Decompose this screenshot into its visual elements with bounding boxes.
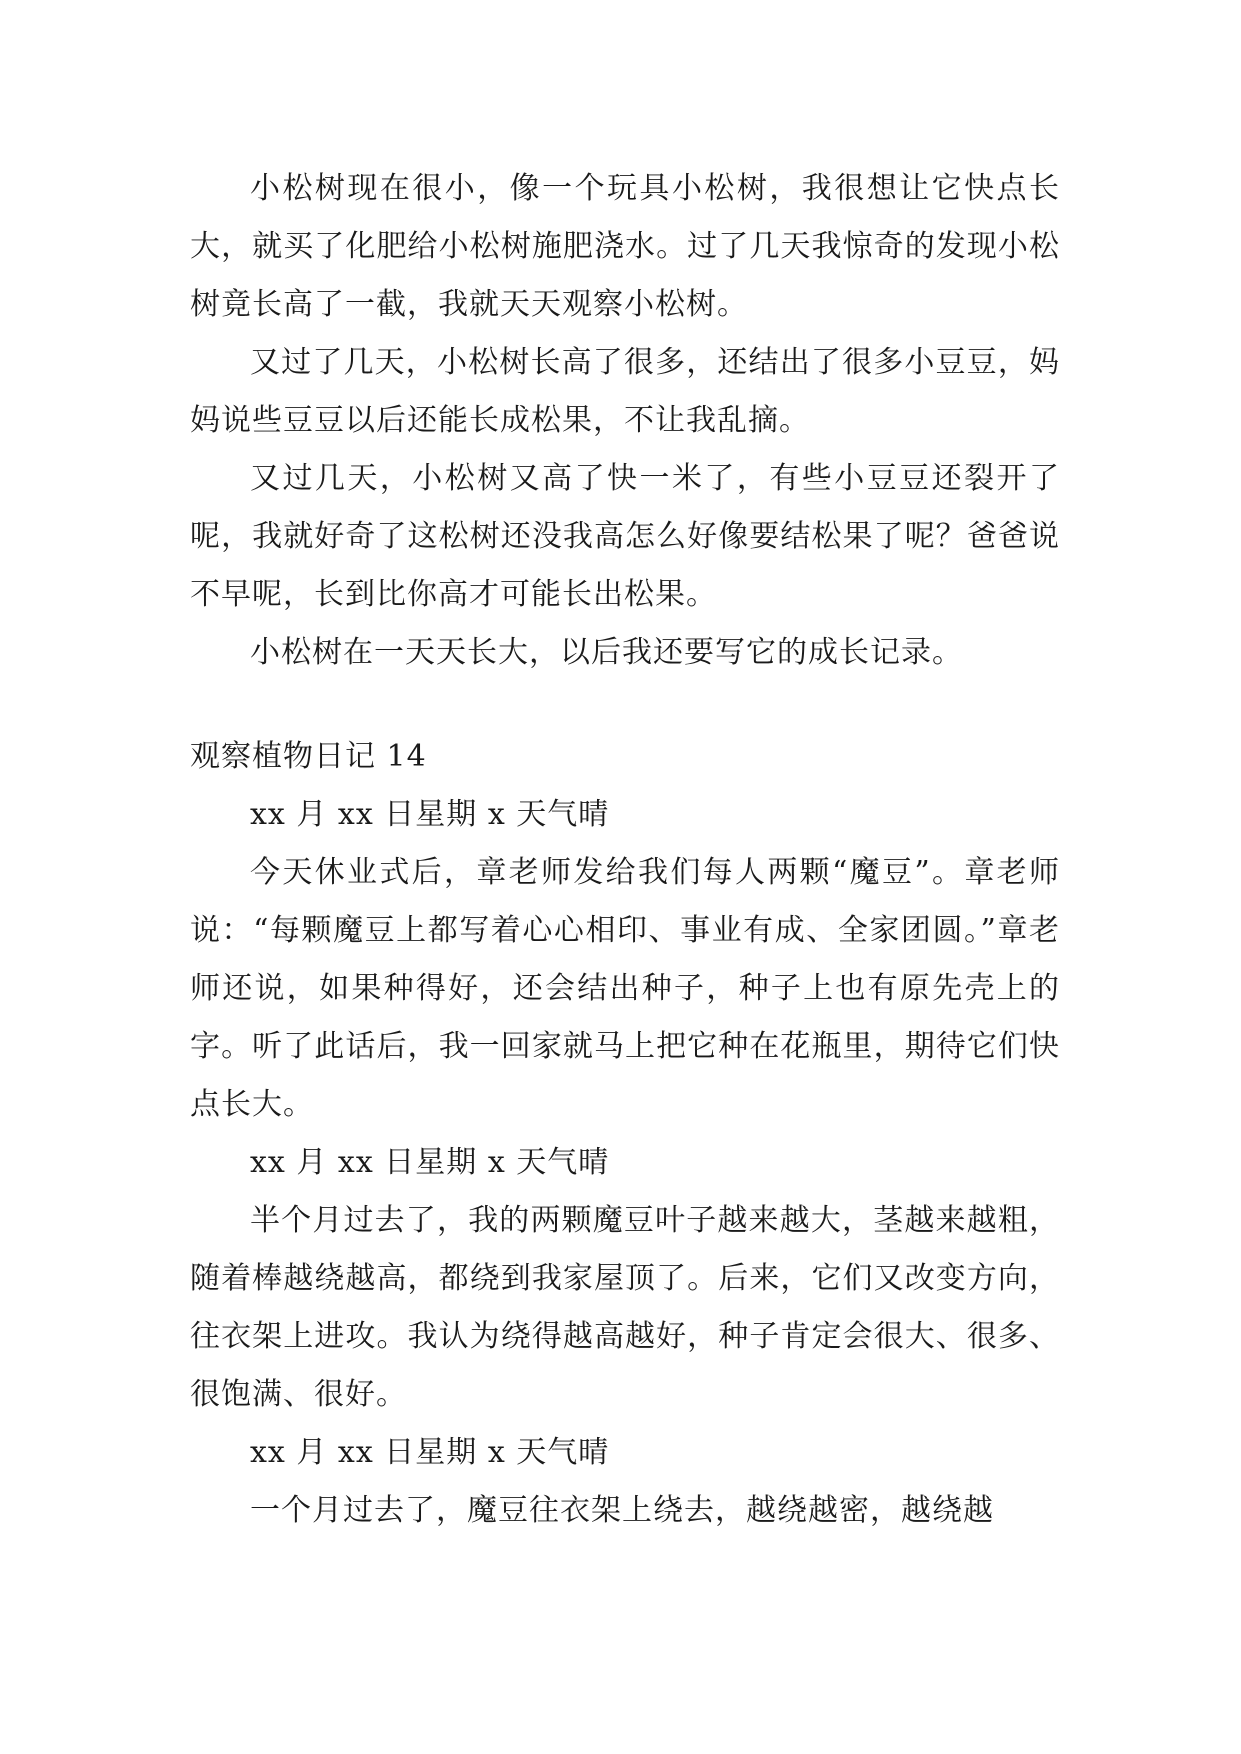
- document-page: [190, 160, 1060, 1540]
- entry-text: 一个月过去了，魔豆往衣架上绕去，越绕越密，越绕越: [250, 1493, 994, 1528]
- paragraph: 又过几天，小松树又高了快一米了，有些小豆豆还裂开了呢，我就好奇了这松树还没我高怎么好像要结松果了呢？爸爸说不早呢，长到比你高才可能长出松果。: [190, 461, 1060, 612]
- entry-text: 今天休业式后，章老师发给我们每人两颗“魔豆”。章老师说：“每颗魔豆上都写着心心相印、事业有成、全家团圆。”章老师还说，如果种得好，还会结出种子，种子上也有原先壳上的字。听了此话后，我一回家就马上把它种在花瓶里，期待它们快点长大。: [190, 855, 1060, 1122]
- diary-title: 观察植物日记 14: [190, 739, 427, 774]
- paragraph: 小松树现在很小，像一个玩具小松树，我很想让它快点长大，就买了化肥给小松树施肥浇水。过了几天我惊奇的发现小松树竟长高了一截，我就天天观察小松树。: [190, 171, 1060, 322]
- paragraph: 又过了几天，小松树长高了很多，还结出了很多小豆豆，妈妈说些豆豆以后还能长成松果，不让我乱摘。: [190, 345, 1060, 438]
- paragraph: 小松树在一天天长大，以后我还要写它的成长记录。: [250, 635, 963, 670]
- entry-date: xx 月 xx 日星期 x 天气晴: [250, 1435, 610, 1470]
- section-gap: [190, 682, 1060, 728]
- entry-date: xx 月 xx 日星期 x 天气晴: [250, 797, 610, 832]
- entry-text: 半个月过去了，我的两颗魔豆叶子越来越大，茎越来越粗，随着棒越绕越高，都绕到我家屋顶了。后来，它们又改变方向，往衣架上进攻。我认为绕得越高越好，种子肯定会很大、很多、很饱满、很好。: [190, 1203, 1060, 1412]
- entry-date: xx 月 xx 日星期 x 天气晴: [250, 1145, 610, 1180]
